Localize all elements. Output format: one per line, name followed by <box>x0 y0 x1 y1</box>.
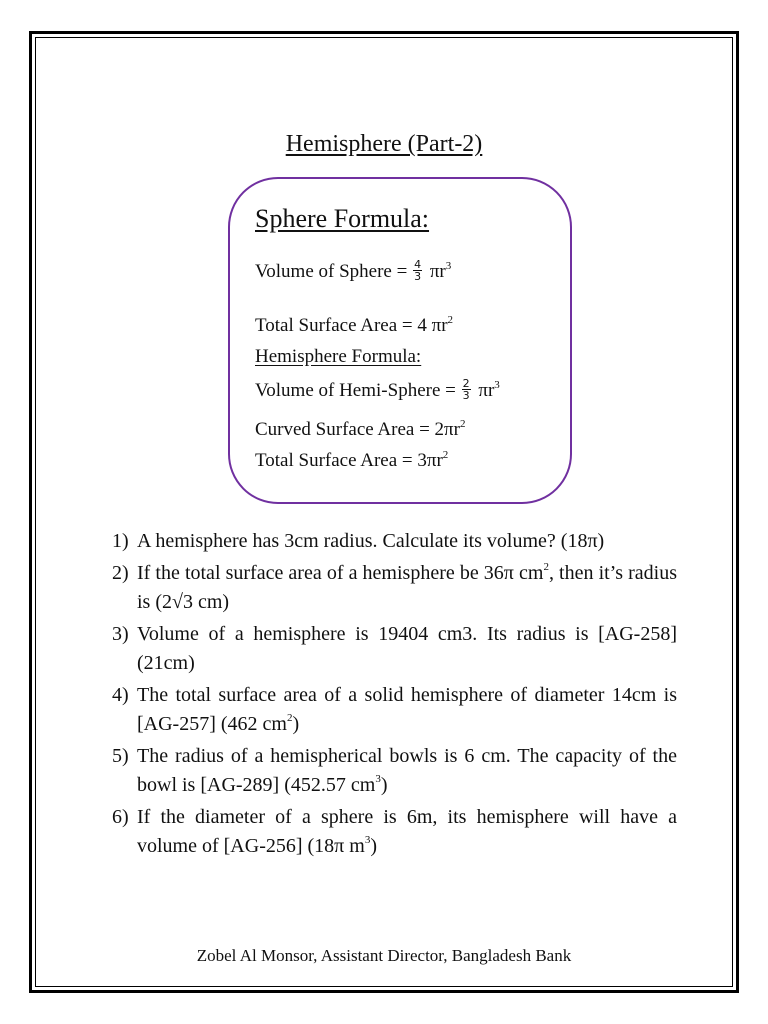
question-text: , then it’s radius is (2√3 cm) <box>137 561 677 613</box>
question-number: 4) <box>112 683 129 706</box>
question-number: 3) <box>112 622 129 645</box>
superscript: 3 <box>364 834 371 847</box>
question-number: 6) <box>112 805 129 828</box>
question-text: If the total surface area of a hemisphere be 36π cm <box>137 561 544 584</box>
question-number: 2) <box>112 561 129 584</box>
question-text: Volume of a hemisphere is 19404 cm3. Its radius is [AG-258] (21cm) <box>137 622 677 674</box>
sphere-surface-area-formula: Total Surface Area = 4 $\pi r^2$ <box>255 313 454 336</box>
question-item <box>112 742 677 801</box>
question-item <box>112 681 677 740</box>
question-text: If the diameter of a sphere is 6m, its hemisphere will have a volume of [AG-256] (18π m <box>137 805 677 857</box>
superscript: 2 <box>286 712 293 725</box>
question-item <box>112 527 677 557</box>
question-number: 5) <box>112 744 129 767</box>
question-item <box>112 620 677 679</box>
question-item <box>112 559 677 618</box>
sphere-volume-formula: Volume of Sphere = $\frac{4}{3}$ $\pi r^3$ <box>255 258 452 284</box>
question-list <box>112 527 677 864</box>
hemisphere-formula-heading: Hemisphere Formula: <box>255 346 422 367</box>
question-text: ) <box>380 774 388 796</box>
fraction: $\frac{4}{3}$ <box>414 258 422 284</box>
footer-author: Zobel Al Monsor, Assistant Director, Bangladesh Bank <box>196 946 572 965</box>
question-text: A hemisphere has 3cm radius. Calculate its volume? (18π) <box>137 530 605 552</box>
question-text: ) <box>370 835 378 857</box>
fraction: $\frac{2}{3}$ <box>462 377 470 403</box>
hemisphere-curved-area-formula: Curved Surface Area = $2\pi r^2$ <box>255 417 466 440</box>
hemisphere-volume-formula: Volume of Hemi-Sphere = $\frac{2}{3}$ $\pi r^3$ <box>255 377 500 403</box>
hemisphere-total-area-formula: Total Surface Area = $3\pi r^2$ <box>255 448 449 471</box>
question-text: The total surface area of a solid hemisphere of diameter 14cm is [AG-257] (462 cm <box>137 683 677 735</box>
question-item <box>112 803 677 862</box>
sphere-formula-heading: Sphere Formula: <box>255 204 430 233</box>
question-text: ) <box>292 713 300 735</box>
question-number: 1) <box>112 530 129 552</box>
question-text: The radius of a hemispherical bowls is 6 cm. The capacity of the bowl is [AG-289] (452.57 cm <box>137 744 677 796</box>
superscript: 2 <box>543 560 549 573</box>
superscript: 3 <box>375 773 381 786</box>
page-title: Hemisphere (Part-2) <box>285 131 483 157</box>
